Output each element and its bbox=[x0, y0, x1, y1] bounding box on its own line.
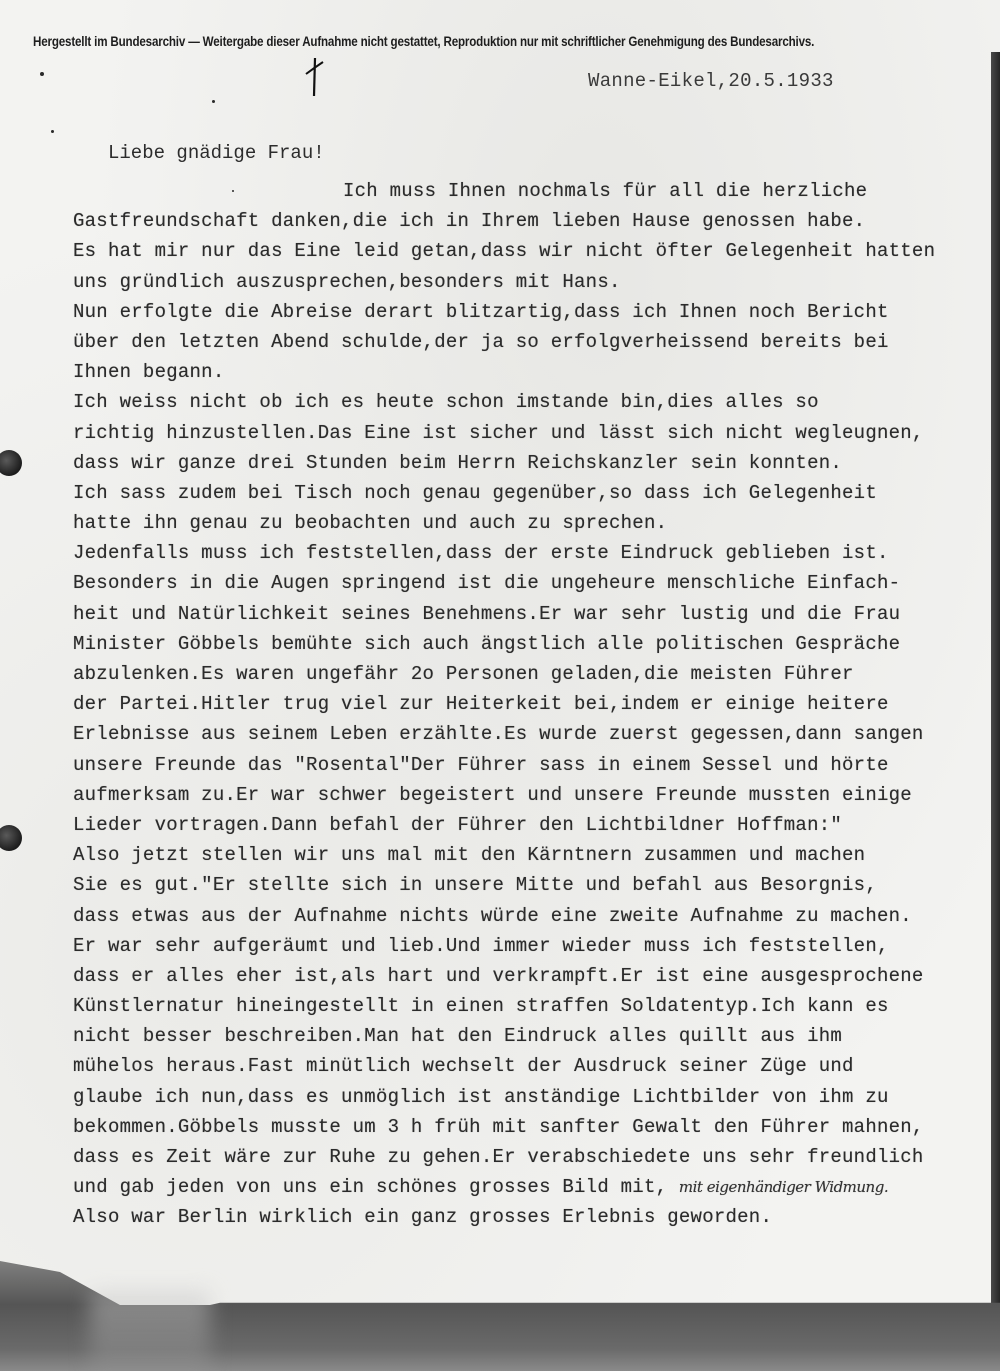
letter-salutation: Liebe gnädige Frau! bbox=[108, 142, 325, 164]
letter-line: Jedenfalls muss ich feststellen,dass der erste Eindruck geblieben ist. bbox=[73, 542, 889, 565]
letter-line: Ich sass zudem bei Tisch noch genau gegenüber,so dass ich Gelegenheit bbox=[73, 481, 877, 504]
letter-line: Erlebnisse aus seinem Leben erzählte.Es wurde zuerst gegessen,dann sangen bbox=[73, 723, 924, 746]
ink-speck bbox=[51, 130, 54, 133]
letter-date-place: Wanne-Eikel,20.5.1933 bbox=[588, 70, 834, 92]
letter-line: abzulenken.Es waren ungefähr 2o Personen geladen,die meisten Führer bbox=[73, 663, 854, 685]
letter-line: dass etwas aus der Aufnahme nichts würde eine zweite Aufnahme zu machen. bbox=[73, 904, 912, 927]
letter-line: uns gründlich auszusprechen,besonders mit Hans. bbox=[73, 270, 621, 293]
letter-line: Ihnen begann. bbox=[73, 361, 225, 384]
letter-line-text: und gab jeden von uns ein schönes grosses Bild mit, bbox=[73, 1176, 668, 1199]
letter-line: dass wir ganze drei Stunden beim Herrn Reichskanzler sein konnten. bbox=[73, 451, 843, 474]
letter-line: Lieder vortragen.Dann befahl der Führer den Lichtbildner Hoffman:" bbox=[73, 813, 843, 836]
letter-line: Er war sehr aufgeräumt und lieb.Und immer wieder muss ich feststellen, bbox=[73, 934, 889, 957]
handwritten-cross-icon bbox=[304, 56, 326, 98]
letter-line: dass er alles eher ist,als hart und verkrampft.Er ist eine ausgesprochene bbox=[73, 964, 924, 987]
handwritten-insert: mit eigenhändiger Widmung. bbox=[678, 1178, 889, 1197]
letter-line: Es hat mir nur das Eine leid getan,dass wir nicht öfter Gelegenheit hatten bbox=[73, 240, 936, 263]
punch-hole-upper bbox=[0, 450, 22, 476]
letter-line: Sie es gut."Er stellte sich in unsere Mitte und befahl aus Besorgnis, bbox=[73, 874, 877, 897]
letter-line: über den letzten Abend schulde,der ja so erfolgverheissend bereits bei bbox=[73, 330, 889, 353]
letter-line: nicht besser beschreiben.Man hat den Eindruck alles quillt aus ihm bbox=[73, 1025, 843, 1048]
scan-edge-shadow bbox=[991, 52, 1000, 1352]
letter-line: mühelos heraus.Fast minütlich wechselt der Ausdruck seiner Züge und bbox=[73, 1055, 854, 1078]
letter-line: Besonders in die Augen springend ist die ungeheure menschliche Einfach- bbox=[73, 572, 901, 595]
letter-line: glaube ich nun,dass es unmöglich ist anständige Lichtbilder von ihm zu bbox=[73, 1085, 889, 1108]
letter-line: Also jetzt stellen wir uns mal mit den Kärntnern zusammen und machen bbox=[73, 844, 866, 867]
letter-line: richtig hinzustellen.Das Eine ist sicher und lässt sich nicht wegleugnen, bbox=[73, 421, 924, 444]
ink-speck bbox=[40, 72, 44, 76]
letter-line: bekommen.Göbbels musste um 3 h früh mit sanfter Gewalt den Führer mahnen, bbox=[73, 1115, 924, 1138]
letter-line: dass es Zeit wäre zur Ruhe zu gehen.Er verabschiedete uns sehr freundlich bbox=[73, 1146, 924, 1168]
letter-line: unsere Freunde das "Rosental"Der Führer sass in einem Sessel und hörte bbox=[73, 753, 889, 776]
letter-line: aufmerksam zu.Er war schwer begeistert und unsere Freunde mussten einige bbox=[73, 783, 912, 806]
letter-line: Ich weiss nicht ob ich es heute schon imstande bin,dies alles so bbox=[73, 391, 819, 414]
letter-line: Künstlernatur hineingestellt in einen straffen Soldatentyp.Ich kann es bbox=[73, 995, 889, 1018]
scan-bottom-highlight bbox=[90, 1291, 210, 1371]
letter-line: Also war Berlin wirklich ein ganz grosses Erlebnis geworden. bbox=[73, 1206, 773, 1229]
letter-line: Ich muss Ihnen nochmals für all die herzliche bbox=[343, 180, 868, 202]
letter-line: heit und Natürlichkeit seines Benehmens.Er war sehr lustig und die Frau bbox=[73, 602, 901, 625]
letter-line: der Partei.Hitler trug viel zur Heiterkeit bei,indem er einige heitere bbox=[73, 693, 889, 716]
letter-line-with-insert bbox=[73, 1172, 988, 1202]
punch-hole-lower bbox=[0, 825, 22, 851]
letter-line: Nun erfolgte die Abreise derart blitzartig,dass ich Ihnen noch Bericht bbox=[73, 300, 889, 323]
letter-line: Minister Göbbels bemühte sich auch ängstlich alle politischen Gespräche bbox=[73, 632, 901, 655]
letter-line: Gastfreundschaft danken,die ich in Ihrem lieben Hause genossen habe. bbox=[73, 210, 866, 233]
letter-line: hatte ihn genau zu beobachten und auch zu sprechen. bbox=[73, 512, 668, 535]
archive-reproduction-notice: Hergestellt im Bundesarchiv — Weitergabe dieser Aufnahme nicht gestattet, Reproduktion nur mit schriftlicher Genehmigung des Bundesarchivs. bbox=[33, 34, 815, 49]
ink-speck bbox=[212, 100, 215, 103]
letter-body bbox=[73, 176, 988, 1233]
